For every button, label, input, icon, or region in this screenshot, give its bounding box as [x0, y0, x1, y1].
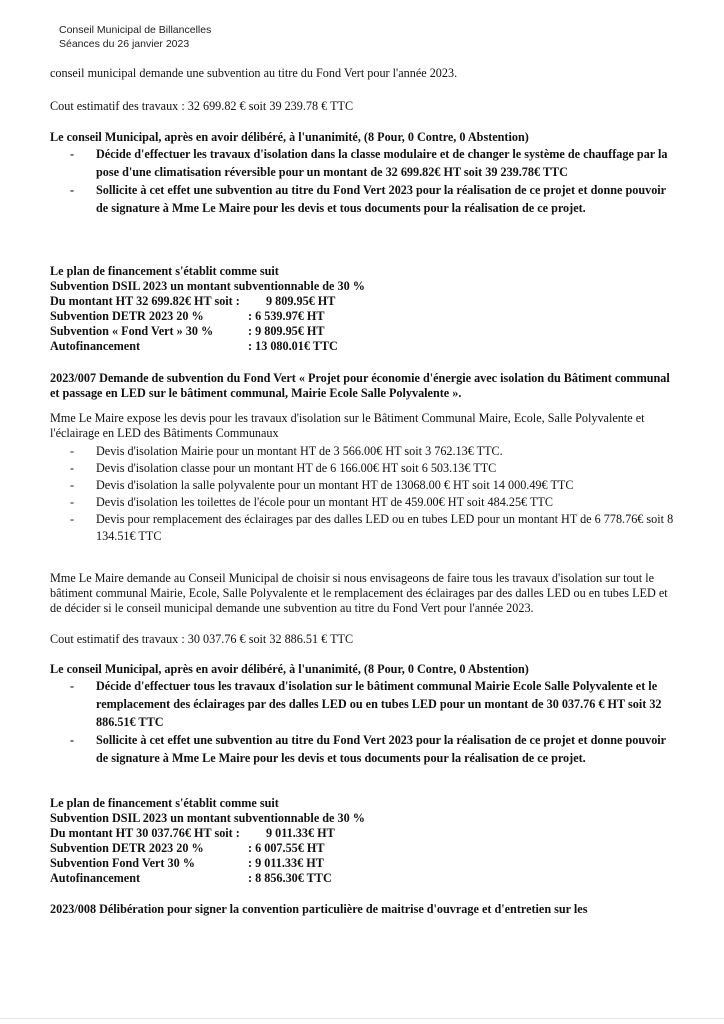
financing-plan-2 — [50, 796, 365, 886]
list-item: - Décide d'effectuer tous les travaux d'isolation sur le bâtiment communal Mairie Ecole Salle Polyvalente et le remplacement des éclairages par des dalles LED ou en tubes LED pour un montant de 30 037.76 € HT soit 32 886.51€ TTC — [70, 679, 662, 729]
financing-row: Autofinancement : 8 856.30€ TTC — [50, 871, 332, 885]
financing-row: Subvention Fond Vert 30 % : 9 011.33€ HT — [50, 856, 324, 870]
devis-list — [60, 443, 680, 545]
bullet-dash: - — [70, 478, 75, 492]
decision-1-list — [60, 145, 680, 217]
header-session-date: Séances du 26 janvier 2023 — [59, 38, 190, 50]
bullet-dash: - — [70, 733, 75, 747]
list-item: - Devis d'isolation la salle polyvalente pour un montant HT de 13068.00 € HT soit 14 000.49€ TTC — [70, 478, 574, 492]
financing-row: Du montant HT 32 699.82€ HT soit : 9 809.95€ HT — [50, 294, 336, 308]
cost-estimate-1: Cout estimatif des travaux : 32 699.82 € soit 39 239.78 € TTC — [50, 99, 354, 113]
paragraph-intro: conseil municipal demande une subvention au titre du Fond Vert pour l'année 2023. — [50, 66, 458, 80]
financing-row: Subvention DSIL 2023 un montant subventionnable de 30 % — [50, 811, 365, 825]
financing-row: Autofinancement : 13 080.01€ TTC — [50, 339, 338, 353]
bullet-dash: - — [70, 444, 75, 458]
bullet-dash: - — [70, 495, 75, 509]
list-item: - Décide d'effectuer les travaux d'isolation dans la classe modulaire et de changer le système de chauffage par la pose d'une climatisation réversible pour un montant de 32 699.82€ HT soit 39 239.78€ TTC — [70, 147, 668, 179]
financing-row: Subvention DETR 2023 20 % : 6 539.97€ HT — [50, 309, 325, 323]
decision-1-title: Le conseil Municipal, après en avoir délibéré, à l'unanimité, (8 Pour, 0 Contre, 0 Abstention) — [50, 130, 529, 144]
financing-row: Subvention DSIL 2023 un montant subventionnable de 30 % — [50, 279, 365, 293]
bullet-dash: - — [70, 183, 75, 197]
bullet-dash: - — [70, 461, 75, 475]
list-item: - Devis d'isolation classe pour un montant HT de 6 166.00€ HT soit 6 503.13€ TTC — [70, 461, 497, 475]
paragraph-choice: Mme Le Maire demande au Conseil Municipal de choisir si nous envisageons de faire tous les travaux d'isolation sur tout le bâtiment communal Mairie, Ecole, Salle Polyvalente et le remplacement des éclairages par des dalles LED ou en tubes LED et de décider si le conseil municipal demande une subvention au titre du Fond Vert pour l'année 2023. — [50, 571, 668, 615]
financing-row: Subvention DETR 2023 20 % : 6 007.55€ HT — [50, 841, 325, 855]
list-item: - Sollicite à cet effet une subvention au titre du Fond Vert 2023 pour la réalisation de ce projet et donne pouvoir de signature à Mme Le Maire pour les devis et tous documents pour la réalisation de ce projet. — [70, 183, 666, 215]
list-item: - Devis d'isolation Mairie pour un montant HT de 3 566.00€ HT soit 3 762.13€ TTC. — [70, 444, 503, 458]
financing-plan-title: Le plan de financement s'établit comme suit — [50, 264, 279, 278]
decision-2-title: Le conseil Municipal, après en avoir délibéré, à l'unanimité, (8 Pour, 0 Contre, 0 Abstention) — [50, 662, 529, 676]
header-council-name: Conseil Municipal de Billancelles — [59, 24, 212, 36]
financing-plan-title: Le plan de financement s'établit comme suit — [50, 796, 279, 810]
bullet-dash: - — [70, 679, 75, 693]
cost-estimate-2: Cout estimatif des travaux : 30 037.76 € soit 32 886.51 € TTC — [50, 632, 354, 646]
section-2007-title: 2023/007 Demande de subvention du Fond Vert « Projet pour économie d'énergie avec isolation du Bâtiment communal et passage en LED sur le bâtiment communal, Mairie Ecole Salle Polyvalente ». — [50, 371, 670, 400]
list-item: - Sollicite à cet effet une subvention au titre du Fond Vert 2023 pour la réalisation de ce projet et donne pouvoir de signature à Mme Le Maire pour les devis et tous documents pour la réalisation de ce projet. — [70, 733, 666, 765]
page-bottom-divider — [0, 1018, 724, 1019]
decision-2-list — [60, 677, 680, 767]
list-item: - Devis d'isolation les toilettes de l'école pour un montant HT de 459.00€ HT soit 484.25€ TTC — [70, 495, 553, 509]
list-item: - Devis pour remplacement des éclairages par des dalles LED ou en tubes LED pour un montant HT de 6 778.76€ soit 8 134.51€ TTC — [70, 512, 674, 543]
bullet-dash: - — [70, 512, 75, 526]
financing-row: Subvention « Fond Vert » 30 % : 9 809.95€ HT — [50, 324, 325, 338]
bullet-dash: - — [70, 147, 75, 161]
financing-row: Du montant HT 30 037.76€ HT soit : 9 011.33€ HT — [50, 826, 335, 840]
paragraph-devis-intro: Mme Le Maire expose les devis pour les travaux d'isolation sur le Bâtiment Communal Maire, Ecole, Salle Polyvalente et l'éclairage en LED des Bâtiments Communaux — [50, 411, 645, 440]
section-2008-title: 2023/008 Délibération pour signer la convention particulière de maitrise d'ouvrage et d'entretien sur les — [50, 902, 588, 916]
financing-plan-1 — [50, 264, 365, 354]
